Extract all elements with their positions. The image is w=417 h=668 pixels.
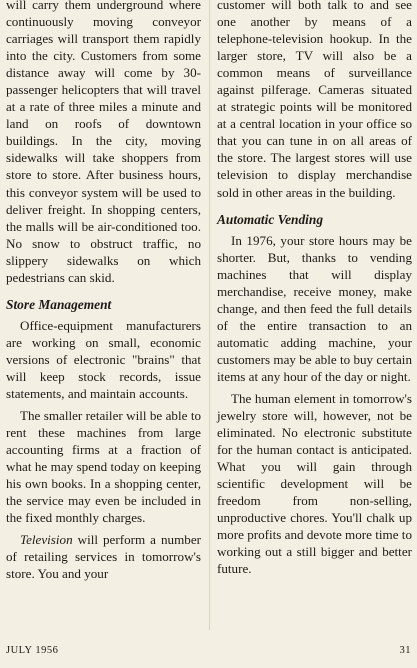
left-column	[6, 0, 201, 588]
paragraph-text: will perform a number of retailing services in tomorrow's store. You and your	[6, 532, 201, 582]
page-number: 31	[399, 645, 411, 656]
body-paragraph: The human element in tomorrow's jewelry store will, however, not be eliminated. No electronic substitute for the human contact is anticipated. What you will gain through scientific development will be freedom from non-selling, unproductive chores. You'll chalk up more profits and devote more time to working out a still bigger and better future.	[217, 390, 412, 577]
section-heading-store-management: Store Management	[6, 296, 112, 312]
body-paragraph: The smaller retailer will be able to rent these machines from large accounting firms at a fraction of what he may spend today on keeping his own books. In a shopping center, the service may even be included in the fixed monthly charges.	[6, 408, 201, 526]
body-paragraph: customer will both talk to and see one another by means of a telephone-television hookup. In the larger store, TV will also be a common means of surveillance against pilferage. Cameras situated at strategic points will be monitored at a central location in your office so that you can tune in on all areas of the store. The largest stores will use television to display merchandise sold in other areas in the building.	[217, 0, 412, 200]
body-paragraph: will carry them underground where continuously moving conveyor carriages will transport them rapidly into the city. Customers from some distance away will come by 30-passenger helicopters that will travel at a rate of three miles a minute and land on roofs of downtown buildings. In the city, moving sidewalks will take shoppers from store to store. After business hours, this conveyor system will be used to deliver freight. In shopping centers, the malls will be air-conditioned too. No snow to obstruct traffic, no slippery sidewalks on which pedestrians can skid.	[6, 0, 201, 285]
section-heading-automatic-vending: Automatic Vending	[217, 211, 324, 227]
italic-lead-word: Television	[20, 532, 73, 548]
right-column	[217, 0, 412, 583]
issue-date: JULY 1956	[6, 645, 59, 656]
column-gutter	[209, 0, 210, 630]
body-paragraph	[6, 531, 201, 582]
body-paragraph: Office-equipment manufacturers are working on small, economic versions of electronic "brains" that will keep stock records, issue statements, and maintain accounts.	[6, 317, 201, 401]
body-paragraph: In 1976, your store hours may be shorter. But, thanks to vending machines that will display merchandise, receive money, make change, and then feed the full details of the entire transaction to an automatic adding machine, your customers may be able to buy certain items at any hour of the day or night.	[217, 232, 412, 384]
